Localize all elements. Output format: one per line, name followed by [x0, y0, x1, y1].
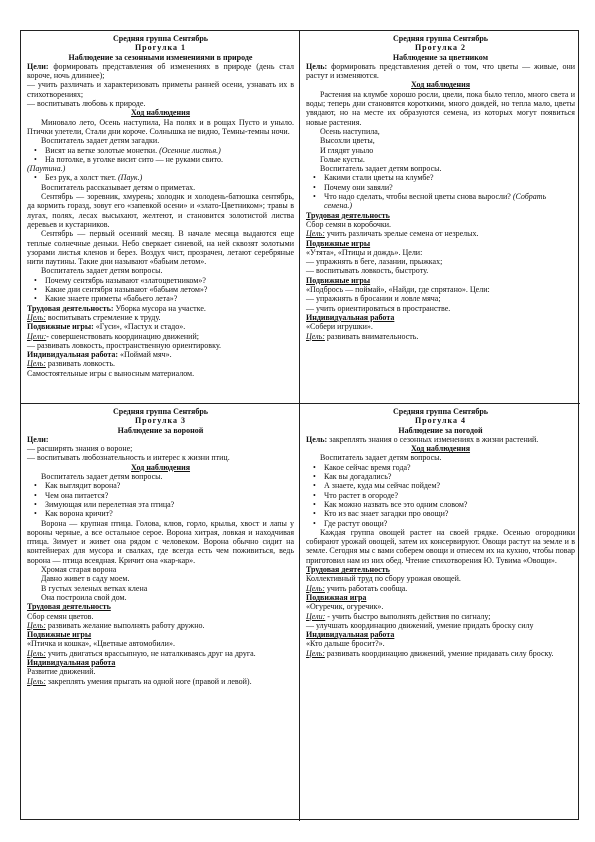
goal-label: Цель: — [306, 648, 325, 658]
question-item — [306, 463, 575, 472]
activity-heading: Индивидуальная работа — [306, 630, 395, 640]
goal-label: Цель: — [27, 676, 46, 686]
paragraph: Воспитатель задает детям вопросы. — [41, 266, 163, 276]
goal-label: Цель: — [306, 331, 325, 341]
question-list — [27, 146, 294, 165]
question-item — [27, 500, 294, 509]
question-item — [306, 500, 575, 509]
question-text: Как вы догадались? — [324, 472, 392, 482]
goal-line — [306, 332, 575, 341]
text-line: — развивать ловкость, пространственную ориентировку. — [27, 340, 222, 350]
paragraph: Она построила свой дом. — [41, 592, 127, 602]
question-text: Какие дни сентября называют «бабьим летом»? — [45, 285, 208, 295]
goal-text: - совершенствовать координацию движений; — [46, 331, 199, 341]
group-heading: Средняя группа Сентябрь — [392, 34, 489, 43]
text-line: — расширять знания о вороне; — [27, 444, 133, 454]
paragraph: В густых зеленых ветках клена — [41, 583, 148, 593]
text-line: «Собери игрушки». — [306, 322, 373, 332]
question-item — [306, 173, 575, 182]
goal-line — [27, 62, 294, 81]
text-line: — учить ориентироваться в пространстве. — [306, 303, 451, 313]
goal-label: Цель: — [27, 312, 46, 322]
text-line: Развитие движений. — [27, 667, 96, 677]
paragraph: Миновало лето, Осень наступила, На полях и в рощах Пусто и уныло. Птички улетели, Стали дни короче. Солнышка не видно, Темны-темны ночи. — [27, 117, 294, 136]
goal-label: Подвижные игры: — [27, 322, 94, 332]
goal-line — [27, 313, 294, 322]
question-list — [306, 463, 575, 528]
question-text: Как ворона кричит? — [45, 509, 113, 519]
text-line: «Птичка и кошка», «Цветные автомобили». — [27, 639, 175, 649]
text-line: — упражнять в бросании и ловле мяча; — [306, 294, 441, 304]
group-heading: Средняя группа Сентябрь — [392, 407, 489, 416]
question-list — [306, 173, 575, 210]
goal-label: Цель: — [27, 648, 46, 658]
goal-line — [27, 332, 294, 341]
goal-text: развивать ловкость. — [45, 359, 115, 369]
question-item — [27, 173, 294, 182]
question-text: Кто из вас знает загадки про овощи? — [324, 509, 449, 519]
goal-line — [306, 649, 575, 658]
goals-heading: Цели: — [27, 434, 49, 444]
goal-label: Цели: — [27, 331, 47, 341]
section-heading: Ход наблюдения — [130, 108, 191, 118]
paragraph: Воспитатель задает детям вопросы. — [320, 453, 442, 463]
observation-heading: Наблюдение за вороной — [117, 425, 204, 435]
question-list — [27, 481, 294, 518]
goal-line — [27, 350, 294, 359]
question-item — [306, 183, 575, 192]
text-line: Сбор семян в коробочки. — [306, 219, 392, 229]
question-item — [27, 155, 294, 164]
question-item — [306, 519, 575, 528]
goal-label: Цели: — [306, 611, 326, 621]
section-heading: Ход наблюдения — [410, 80, 471, 90]
goal-line — [27, 304, 294, 313]
walk-card-3 — [21, 404, 299, 821]
goal-label: Цели: — [27, 61, 49, 71]
section-heading: Ход наблюдения — [410, 444, 471, 454]
walk-title: Прогулка 1 — [134, 43, 187, 53]
paragraph: Воспитатель задает детям вопросы. — [41, 472, 163, 482]
question-text: А знаете, куда мы сейчас пойдем? — [324, 481, 441, 491]
text-line: — улучшать координацию движений, умение придать броску силу — [306, 620, 534, 630]
goal-line — [306, 229, 575, 238]
walk-title: Прогулка 2 — [414, 43, 467, 53]
paragraph: Воспитатель рассказывает детям о приметах. — [41, 182, 196, 192]
goal-text: - учить быстро выполнять действия по сигналу; — [325, 611, 491, 621]
question-answer: (Собрать семена.) — [324, 192, 547, 211]
text-line: Коллективный труд по сбору урожая овощей. — [306, 574, 461, 584]
goal-label: Цель: — [306, 229, 325, 239]
answer-line: (Паутина.) — [27, 164, 66, 174]
question-text: Как выглядит ворона? — [45, 481, 121, 491]
goal-text: формировать представления детей о том, что цветы — живые, они растут и изменяются. — [306, 61, 575, 81]
goal-text: закреплять умения прыгать на одной ноге (правой и левой). — [45, 676, 252, 686]
paragraph: Хромая старая ворона — [41, 565, 117, 575]
group-heading: Средняя группа Сентябрь — [112, 34, 209, 43]
question-item — [306, 491, 575, 500]
activity-heading: Трудовая деятельность — [306, 210, 390, 220]
question-text: Какое сейчас время года? — [324, 462, 411, 472]
observation-heading: Наблюдение за погодой — [398, 425, 483, 435]
question-text: На потолке, в уголке висит сито — не руками свито. — [45, 154, 223, 164]
goal-line — [27, 649, 294, 658]
goal-text: Уборка мусора на участке. — [113, 303, 206, 313]
section-heading: Ход наблюдения — [130, 462, 191, 472]
question-text: Как можно назвать все это одним словом? — [324, 499, 468, 509]
activity-heading: Индивидуальная работа — [27, 658, 116, 668]
text-line: «Утята», «Птицы и дождь». Цели: — [306, 247, 423, 257]
goal-text: развивать внимательность. — [324, 331, 419, 341]
paragraph: Осень наступила, — [320, 126, 380, 136]
question-item — [27, 294, 294, 303]
goal-label: Цель: — [306, 61, 328, 71]
goal-text: «Поймай мяч». — [118, 350, 172, 360]
walk-card-1 — [21, 31, 299, 403]
group-heading: Средняя группа Сентябрь — [112, 407, 209, 416]
paragraph: Каждая группа овощей растет на своей грядке. Осенью огородники собирают урожай овощей, затем их консервируют. Овощи растут на земле и в земле. Сегодня мы с вами соберем овощи и отнесем их на кухню, чтобы повар приготовил нам из них обед. Чтение стихотворения Ю. Тувима «Овощи». — [306, 527, 575, 565]
observation-heading: Наблюдение за цветником — [392, 52, 489, 62]
goal-text: «Гуси», «Пастух и стадо». — [93, 322, 186, 332]
goal-label: Цель: — [27, 620, 46, 630]
goal-label: Индивидуальная работа: — [27, 350, 119, 360]
goal-line — [306, 62, 575, 81]
question-text: Чем она питается? — [45, 490, 109, 500]
paragraph: Сентябрь — первый осенний месяц. В начале месяца выдаются еще теплые солнечные деньки. Небо сверкает синевой, на ней сквозят золотыми узорами листья кленов и берез. Воздух чист, прозрачен, летают серебряные нити паутины. Такие дни называют «бабьим летом». — [27, 229, 294, 267]
question-item — [306, 192, 575, 211]
question-text: Что надо сделать, чтобы весной цветы снова выросли? — [324, 192, 511, 202]
question-item — [27, 491, 294, 500]
question-text: Висят на ветке золотые монетки. — [45, 145, 158, 155]
question-text: Какие знаете приметы «бабьего лета»? — [45, 294, 178, 304]
activity-heading: Подвижные игры — [27, 630, 92, 640]
observation-heading: Наблюдение за сезонными изменениями в природе — [68, 52, 253, 62]
text-line: — воспитывать любознательность и интерес к жизни птиц. — [27, 453, 230, 463]
goal-line — [27, 677, 294, 686]
activity-heading: Подвижные игры — [306, 275, 371, 285]
activity-heading: Трудовая деятельность — [27, 602, 111, 612]
goal-line — [27, 621, 294, 630]
question-list — [27, 173, 294, 182]
goal-line — [27, 359, 294, 368]
paragraph: Голые кусты. — [320, 154, 365, 164]
question-list — [27, 276, 294, 304]
goal-line — [306, 612, 575, 621]
goal-text: формировать представления об изменениях в природе (день стал короче, ночь длиннее); — [27, 61, 294, 81]
text-line: Самостоятельные игры с выносным материалом. — [27, 368, 195, 378]
text-line: «Кто дальше бросит?». — [306, 639, 385, 649]
activity-heading: Индивидуальная работа — [306, 312, 395, 322]
goal-label: Трудовая деятельность: — [27, 303, 114, 313]
question-text: Какими стали цветы на клумбе? — [324, 173, 434, 183]
question-text: Без рук, а холст ткет. — [45, 173, 116, 183]
goal-line — [27, 322, 294, 331]
goal-line — [306, 435, 575, 444]
activity-heading: Подвижная игра — [306, 592, 367, 602]
paragraph: И глядят уныло — [320, 145, 374, 155]
paragraph: Растения на клумбе хорошо росли, цвели, пока было тепло, много света и воды; теперь дни становятся короткими, много дождей, но тепла мало, цветы увядают, но на месте их образуются семена, из которых могут появиться новые растения. — [306, 89, 575, 127]
paragraph: Воспитатель задает детям вопросы. — [320, 164, 442, 174]
activity-heading: Подвижные игры — [306, 238, 371, 248]
paragraph: Воспитатель задает детям загадки. — [41, 136, 160, 146]
question-item — [306, 472, 575, 481]
walk-title: Прогулка 3 — [134, 416, 187, 426]
paragraph: Сентябрь — зоревник, хмурень; холоднк и холодень-батюшка сентябрь, да кормить горазд, зовут его «запевкой осени» и «злато-Цветником»; травы в лугах, полях, лесах высыхают, желтеют, и становится золотистой листва деревьев и кустарников. — [27, 192, 294, 229]
question-answer: (Осенние листья.) — [157, 145, 221, 155]
goal-label: Цель: — [306, 583, 325, 593]
text-line: «Огуречик, огуречик». — [306, 602, 384, 612]
text-line: — воспитывать ловкость, быстроту. — [306, 266, 429, 276]
goal-line — [306, 584, 575, 593]
question-item — [306, 509, 575, 518]
goal-text: учить работать сообща. — [324, 583, 408, 593]
goal-text: развивать желание выполнять работу дружно. — [45, 620, 205, 630]
goal-label: Цель: — [27, 359, 46, 369]
walk-title: Прогулка 4 — [414, 416, 467, 426]
text-line: Сбор семян цветов. — [27, 611, 94, 621]
plan-sheet — [20, 30, 579, 820]
question-text: Почему сентябрь называют «златоцветником»? — [45, 275, 206, 285]
goal-text: закреплять знания о сезонных изменениях в жизни растений. — [327, 434, 539, 444]
question-text: Что растет в огороде? — [324, 490, 399, 500]
question-item — [27, 276, 294, 285]
goal-text: учить различать зрелые семена от незрелых. — [324, 229, 479, 239]
walk-card-4 — [300, 404, 580, 821]
question-item — [27, 146, 294, 155]
question-text: Почему они завяли? — [324, 182, 393, 192]
question-answer: (Паук.) — [116, 173, 143, 183]
walk-card-2 — [300, 31, 580, 403]
goal-label: Цель: — [306, 434, 328, 444]
question-text: Где растут овощи? — [324, 518, 388, 528]
text-line: «Подбрось — поймай», «Найди, где спрятано». Цели: — [306, 285, 490, 295]
goal-text: учить двигаться врассыпную, не наталкиваясь друг на друга. — [45, 648, 256, 658]
activity-heading: Трудовая деятельность — [306, 565, 390, 575]
question-item — [27, 285, 294, 294]
question-item — [27, 509, 294, 518]
paragraph: Высохли цветы, — [320, 136, 375, 146]
text-line: — упражнять в беге, лазании, прыжках; — [306, 257, 443, 267]
question-item — [306, 481, 575, 490]
paragraph: Ворона — крупная птица. Голова, клюв, горло, крылья, хвост и лапы у вороны черные, а все остальное серое. Ворона хитрая, ловкая и находчивая птица. Зимует и живет она рядом с человеком. Ворона обычно сидит на контейнерах для мусора и свалках, где всегда есть чем поживиться, ведь ворона — птица всеядная. Кричит она «кар-кар». — [27, 518, 294, 565]
goal-text: развивать координацию движений, умение придавать силу броску. — [324, 648, 554, 658]
question-item — [27, 481, 294, 490]
question-text: Зимующая или перелетная эта птица? — [45, 499, 175, 509]
text-line: — учить различать и характеризовать приметы ранней осени, узнавать их в стихотворениях; — [27, 80, 294, 99]
paragraph: Давно живет в саду моем. — [41, 574, 130, 584]
goal-text: воспитывать стремление к труду. — [45, 312, 161, 322]
text-line: — воспитывать любовь к природе. — [27, 99, 146, 109]
